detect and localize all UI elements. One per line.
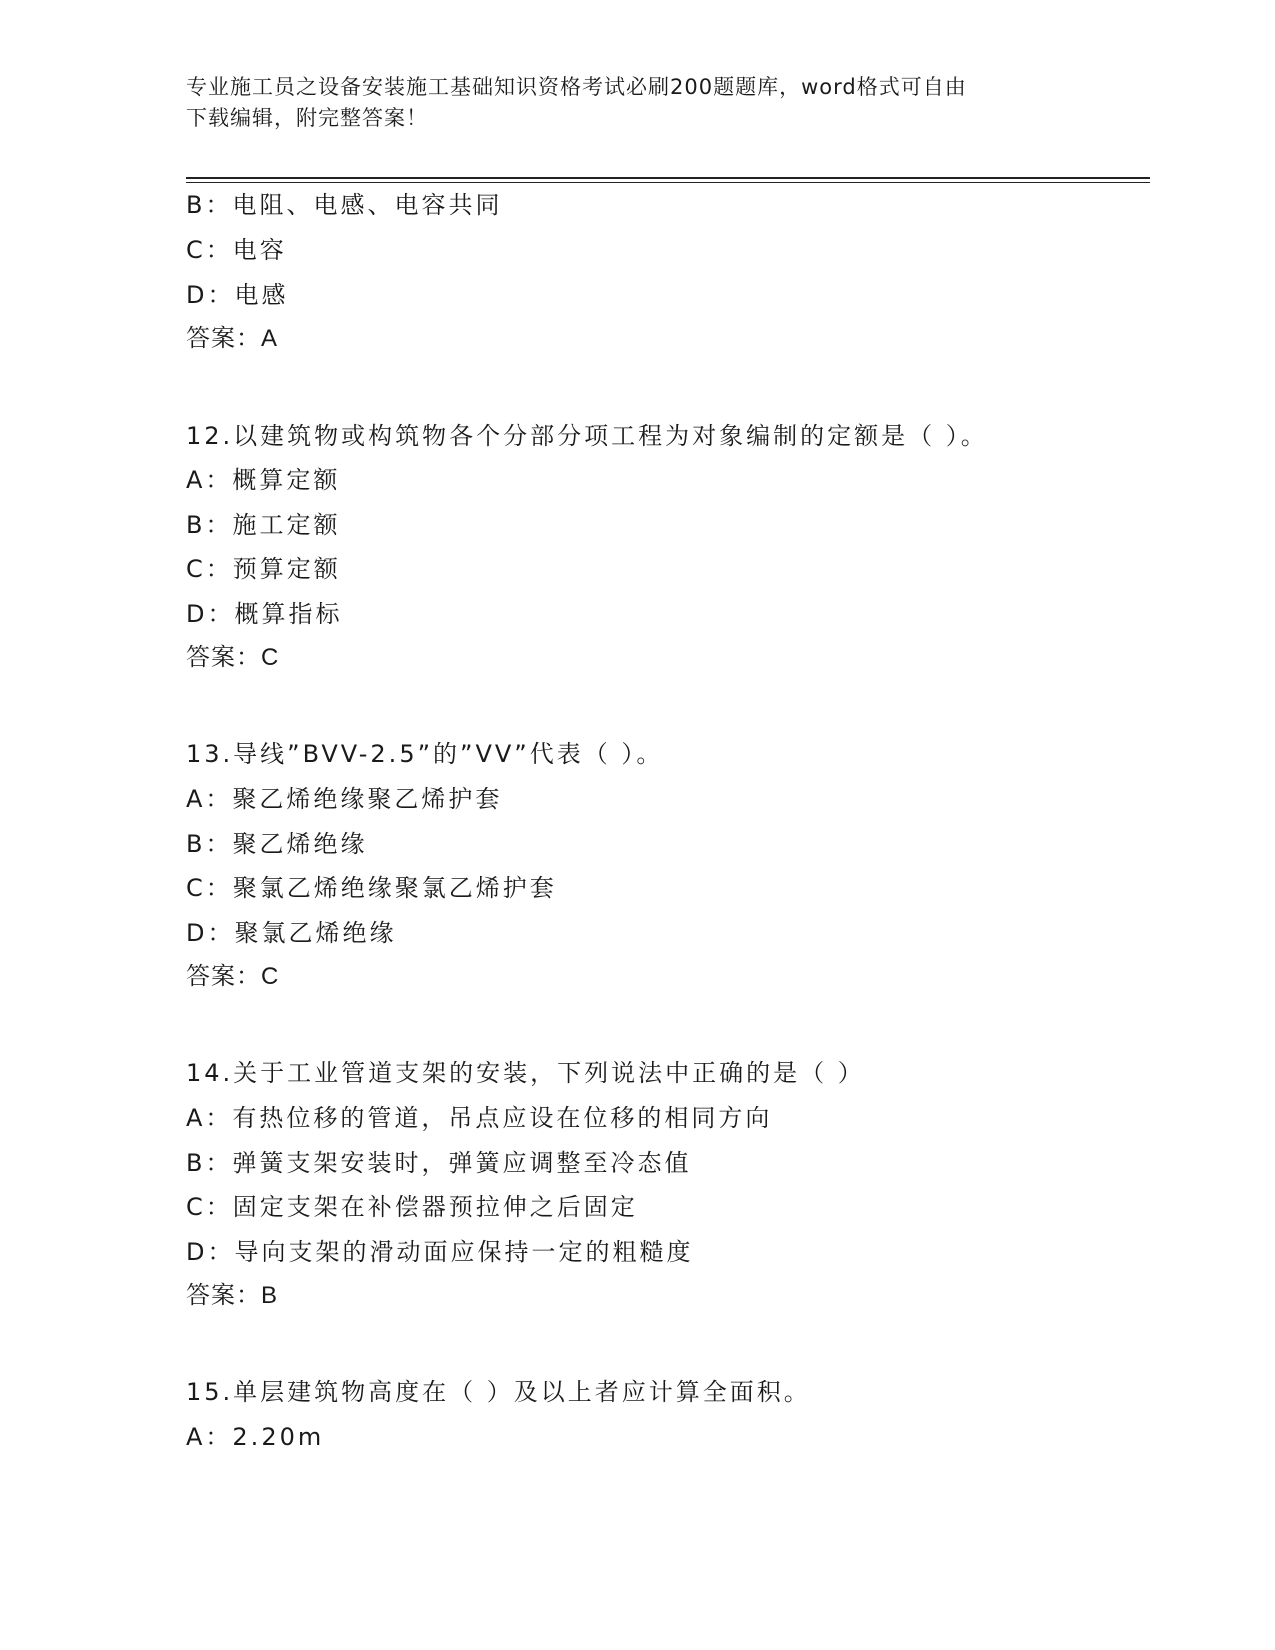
q13-answer: 答案：C bbox=[186, 963, 280, 990]
q11-answer: 答案：A bbox=[186, 325, 279, 352]
q13-option-a: A：聚乙烯绝缘聚乙烯护套 bbox=[186, 785, 503, 813]
q14-option-d: D：导向支架的滑动面应保持一定的粗糙度 bbox=[186, 1238, 694, 1266]
q12-question: 12.以建筑物或构筑物各个分部分项工程为对象编制的定额是（ ）。 bbox=[186, 422, 988, 450]
header-line-2: 下载编辑，附完整答案！ bbox=[186, 106, 428, 130]
q13-option-b: B：聚乙烯绝缘 bbox=[186, 830, 368, 858]
q15-option-a: A：2.20m bbox=[186, 1423, 325, 1451]
header-rule-thin bbox=[186, 182, 1150, 183]
q14-option-c: C：固定支架在补偿器预拉伸之后固定 bbox=[186, 1193, 638, 1221]
header-line-1: 专业施工员之设备安装施工基础知识资格考试必刷200题题库，word格式可自由 bbox=[186, 75, 967, 99]
q14-option-a: A：有热位移的管道，吊点应设在位移的相同方向 bbox=[186, 1104, 773, 1132]
q11-option-b: B：电阻、电感、电容共同 bbox=[186, 191, 503, 219]
q14-question: 14.关于工业管道支架的安装，下列说法中正确的是（ ） bbox=[186, 1059, 865, 1087]
q13-question: 13.导线”BVV-2.5”的”VV”代表（ ）。 bbox=[186, 740, 664, 768]
q13-option-c: C：聚氯乙烯绝缘聚氯乙烯护套 bbox=[186, 874, 557, 902]
q14-answer: 答案：B bbox=[186, 1282, 279, 1309]
q15-question: 15.单层建筑物高度在（ ）及以上者应计算全面积。 bbox=[186, 1378, 811, 1406]
header-rule-thick bbox=[186, 177, 1150, 179]
q12-answer: 答案：C bbox=[186, 644, 280, 671]
q14-option-b: B：弹簧支架安装时，弹簧应调整至冷态值 bbox=[186, 1149, 692, 1177]
q12-option-d: D：概算指标 bbox=[186, 600, 343, 628]
document-header bbox=[186, 72, 1066, 134]
q11-option-c: C：电容 bbox=[186, 236, 287, 264]
q11-option-d: D：电感 bbox=[186, 281, 289, 309]
q12-option-a: A：概算定额 bbox=[186, 466, 341, 494]
q13-option-d: D：聚氯乙烯绝缘 bbox=[186, 919, 397, 947]
q12-option-b: B：施工定额 bbox=[186, 511, 341, 539]
q12-option-c: C：预算定额 bbox=[186, 555, 341, 583]
